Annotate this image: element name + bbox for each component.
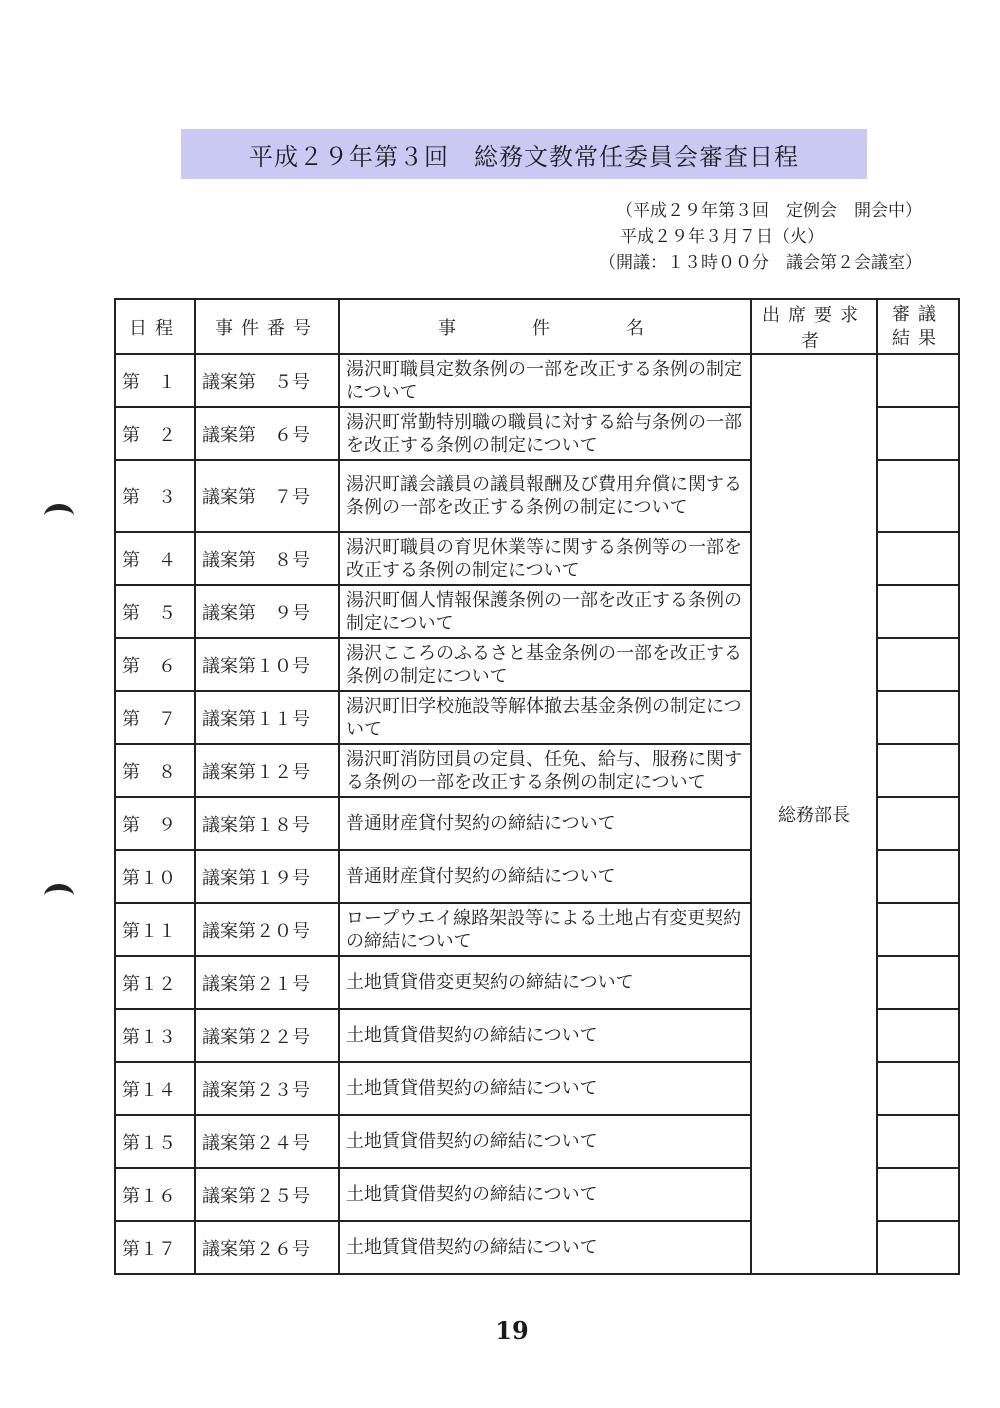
row-result (877, 691, 959, 744)
row-day: 第 ２ (115, 407, 195, 460)
row-result (877, 956, 959, 1009)
meeting-time-place: （開議：１３時００分 議会第２会議室） (599, 253, 922, 273)
row-case-number: 議案第１２号 (195, 744, 339, 797)
row-result (877, 1115, 959, 1168)
row-day: 第 １ (115, 354, 195, 407)
row-case-title: 湯沢町旧学校施設等解体撤去基金条例の制定について (339, 691, 751, 744)
row-result (877, 1009, 959, 1062)
row-case-number: 議案第２５号 (195, 1168, 339, 1221)
row-case-title: ロープウエイ線路架設等による土地占有変更契約の締結について (339, 903, 751, 956)
row-day: 第 ５ (115, 585, 195, 638)
row-result (877, 797, 959, 850)
row-day: 第１２ (115, 956, 195, 1009)
table-header-row (115, 299, 959, 354)
row-result (877, 585, 959, 638)
row-result (877, 354, 959, 407)
page-number: 19 (495, 1316, 529, 1345)
table-row (115, 354, 959, 407)
row-case-number: 議案第２２号 (195, 1009, 339, 1062)
row-day: 第１１ (115, 903, 195, 956)
row-day: 第 ９ (115, 797, 195, 850)
row-case-number: 議案第１８号 (195, 797, 339, 850)
row-case-title: 普通財産貸付契約の締結について (339, 850, 751, 903)
row-case-title: 湯沢町個人情報保護条例の一部を改正する条例の制定について (339, 585, 751, 638)
attendee-cell: 総務部長 (751, 354, 877, 1274)
row-case-number: 議案第２１号 (195, 956, 339, 1009)
row-case-title: 土地賃貸借契約の締結について (339, 1115, 751, 1168)
row-case-title: 土地賃貸借契約の締結について (339, 1062, 751, 1115)
header-case-title: 事 件 名 (339, 299, 751, 354)
row-day: 第 ７ (115, 691, 195, 744)
row-case-title: 湯沢町常勤特別職の職員に対する給与条例の一部を改正する条例の制定について (339, 407, 751, 460)
row-result (877, 744, 959, 797)
row-case-title: 湯沢町職員定数条例の一部を改正する条例の制定について (339, 354, 751, 407)
row-day: 第１０ (115, 850, 195, 903)
punch-hole-mark (44, 884, 74, 908)
header-case-number: 事件番号 (195, 299, 339, 354)
document-title: 平成２９年第３回 総務文教常任委員会審査日程 (181, 129, 867, 179)
row-case-number: 議案第１１号 (195, 691, 339, 744)
row-result (877, 1168, 959, 1221)
row-result (877, 1062, 959, 1115)
row-case-number: 議案第１０号 (195, 638, 339, 691)
row-case-title: 湯沢町議会議員の議員報酬及び費用弁償に関する条例の一部を改正する条例の制定について (339, 460, 751, 532)
row-case-number: 議案第 ６号 (195, 407, 339, 460)
row-day: 第１４ (115, 1062, 195, 1115)
row-case-number: 議案第 ７号 (195, 460, 339, 532)
row-result (877, 460, 959, 532)
row-case-title: 普通財産貸付契約の締結について (339, 797, 751, 850)
row-case-number: 議案第 ８号 (195, 532, 339, 585)
row-day: 第 ３ (115, 460, 195, 532)
row-result (877, 532, 959, 585)
header-day: 日程 (115, 299, 195, 354)
meeting-date: 平成２９年３月７日（火） (620, 227, 824, 247)
row-case-number: 議案第２６号 (195, 1221, 339, 1274)
row-case-title: 湯沢こころのふるさと基金条例の一部を改正する条例の制定について (339, 638, 751, 691)
row-case-title: 湯沢町職員の育児休業等に関する条例等の一部を改正する条例の制定について (339, 532, 751, 585)
row-case-number: 議案第２４号 (195, 1115, 339, 1168)
row-case-number: 議案第２０号 (195, 903, 339, 956)
row-day: 第１５ (115, 1115, 195, 1168)
row-case-number: 議案第 ５号 (195, 354, 339, 407)
header-result: 審議結果 (877, 299, 959, 354)
row-day: 第 ８ (115, 744, 195, 797)
row-case-title: 湯沢町消防団員の定員、任免、給与、服務に関する条例の一部を改正する条例の制定について (339, 744, 751, 797)
row-case-title: 土地賃貸借契約の締結について (339, 1168, 751, 1221)
row-result (877, 903, 959, 956)
schedule-table (114, 298, 960, 1275)
row-day: 第１６ (115, 1168, 195, 1221)
header-attendee: 出席要求者 (751, 299, 877, 354)
row-result (877, 1221, 959, 1274)
row-case-number: 議案第２３号 (195, 1062, 339, 1115)
row-case-title: 土地賃貸借契約の締結について (339, 1009, 751, 1062)
row-result (877, 850, 959, 903)
meeting-session: （平成２９年第３回 定例会 開会中） (616, 201, 922, 221)
punch-hole-mark (44, 504, 74, 528)
row-day: 第１７ (115, 1221, 195, 1274)
row-day: 第 ４ (115, 532, 195, 585)
row-day: 第１３ (115, 1009, 195, 1062)
meeting-info (599, 198, 922, 276)
row-result (877, 407, 959, 460)
row-day: 第 ６ (115, 638, 195, 691)
schedule-body (115, 354, 959, 1274)
row-result (877, 638, 959, 691)
row-case-number: 議案第１９号 (195, 850, 339, 903)
row-case-number: 議案第 ９号 (195, 585, 339, 638)
row-case-title: 土地賃貸借変更契約の締結について (339, 956, 751, 1009)
row-case-title: 土地賃貸借契約の締結について (339, 1221, 751, 1274)
